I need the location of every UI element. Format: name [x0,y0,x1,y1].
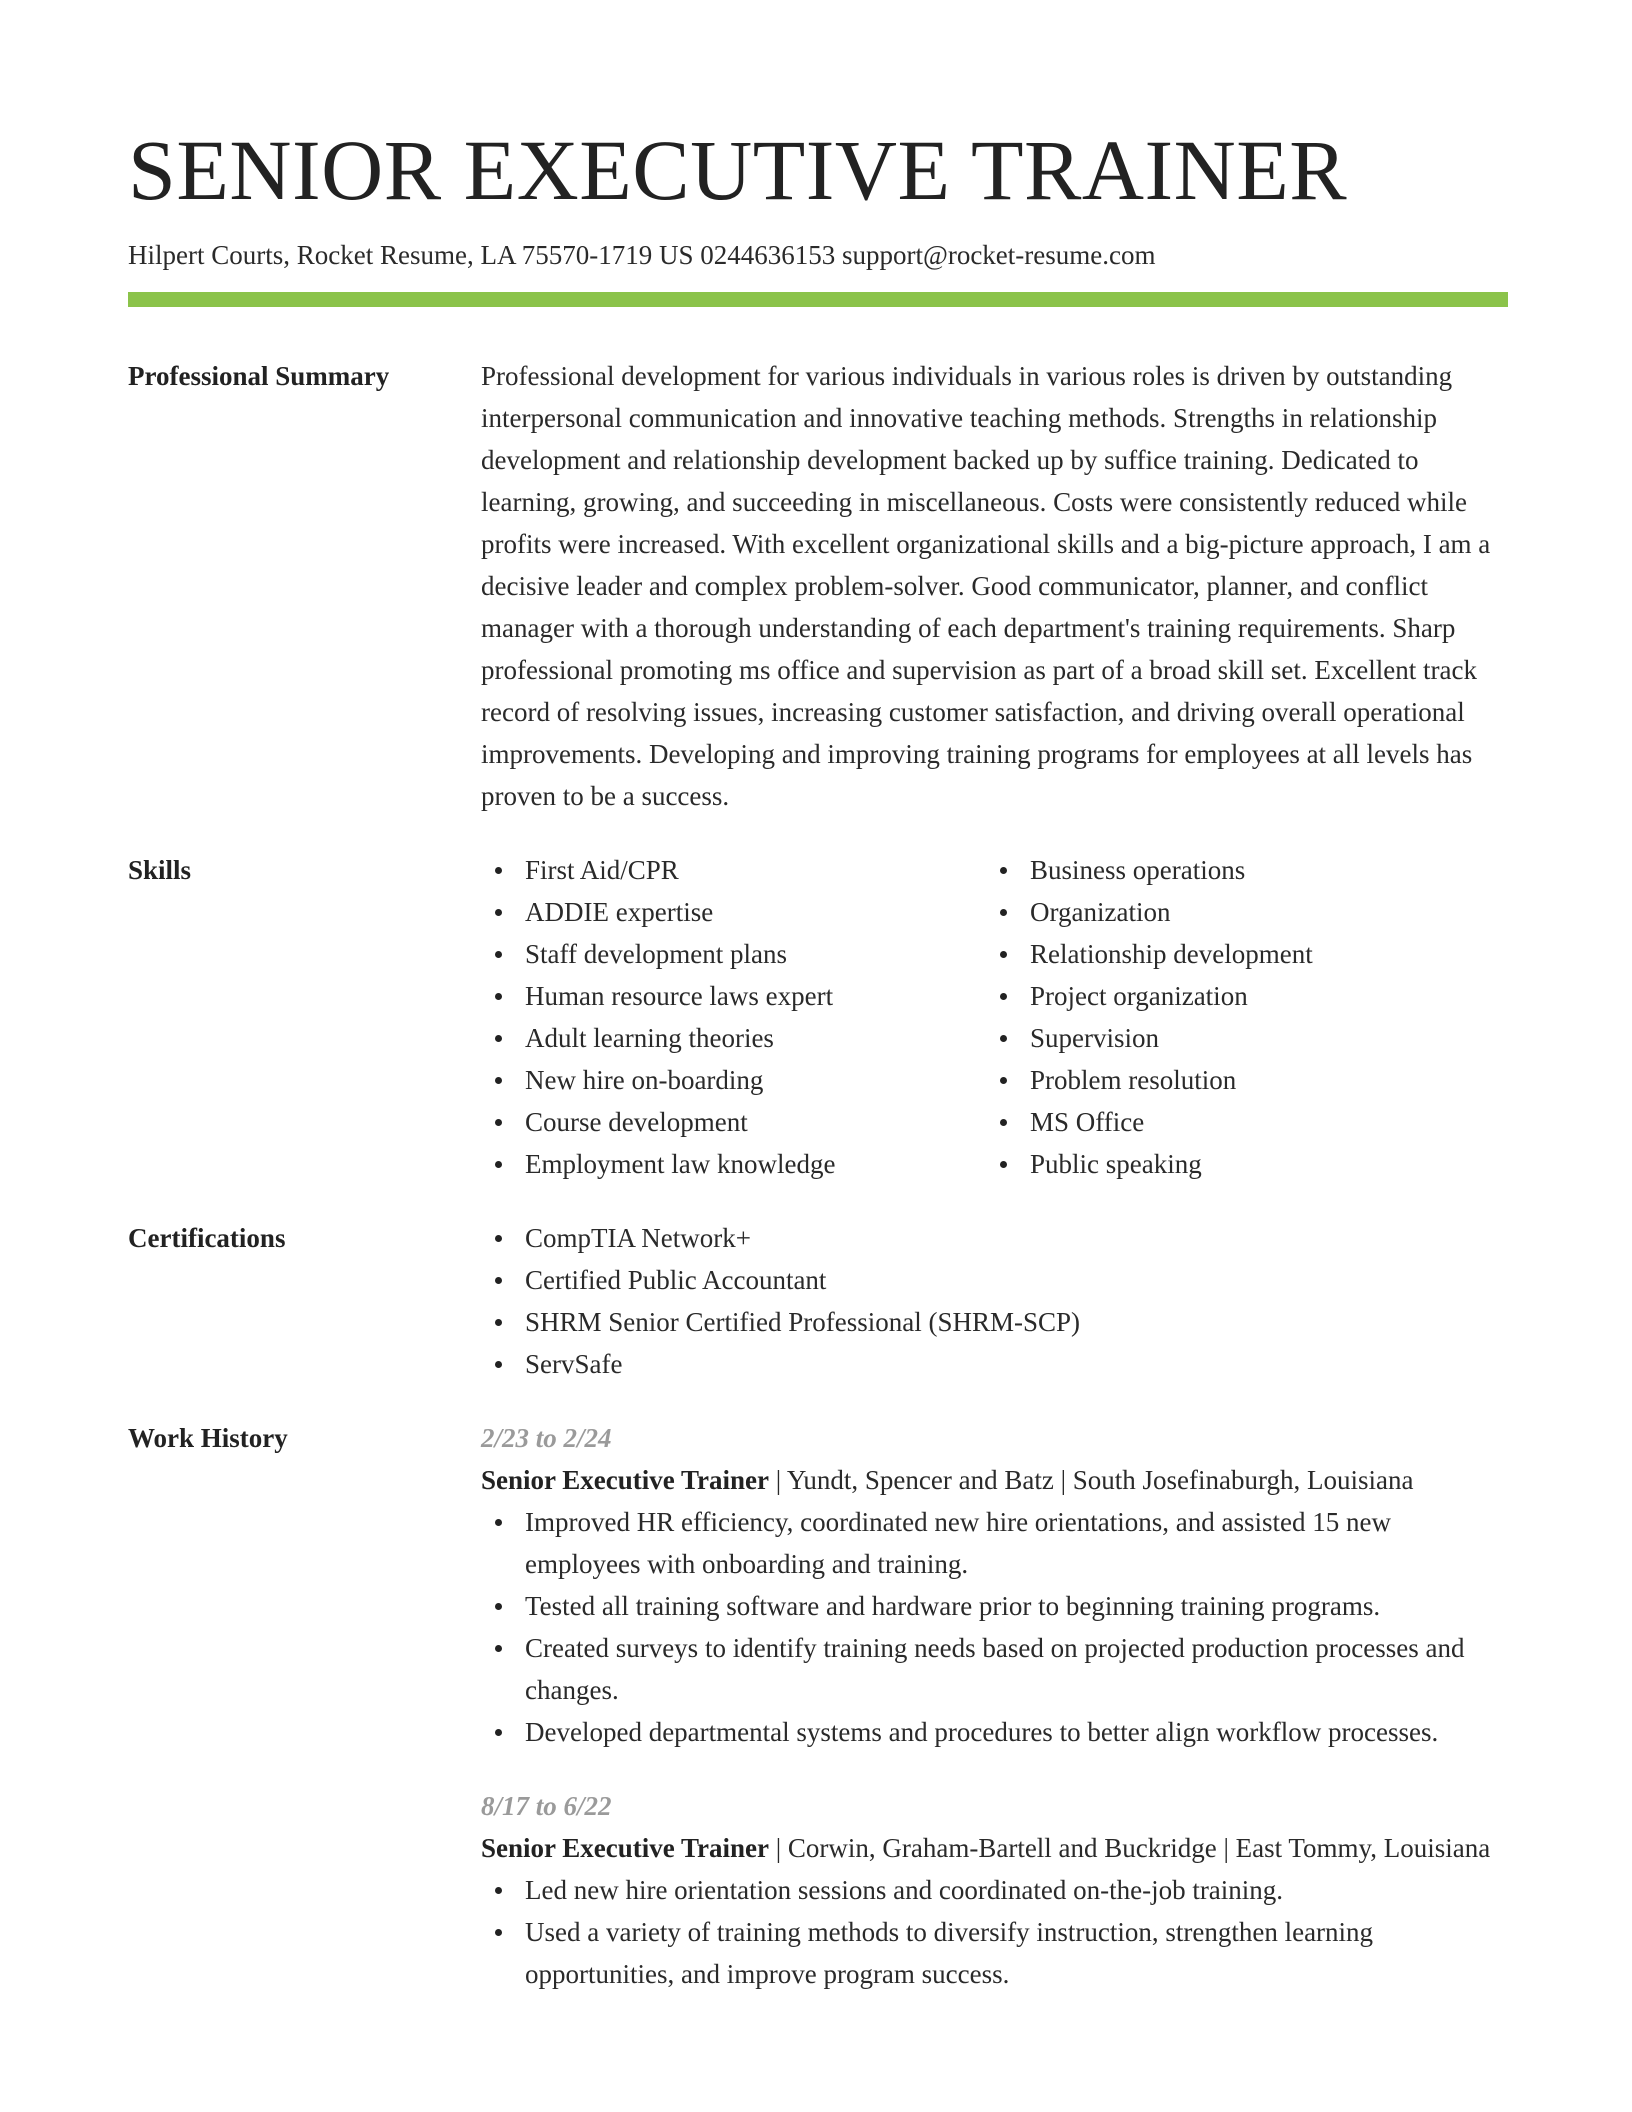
job-title: Senior Executive Trainer [481,1833,769,1863]
work-history-section [128,1417,1508,1995]
work-history-body [481,1417,1508,1995]
job-title-line [481,1459,1508,1501]
job-bullet: Created surveys to identify training needs based on projected production processes and changes. [481,1627,1508,1711]
job-bullet: Used a variety of training methods to diversify instruction, strengthen learning opportunities, and improve program success. [481,1911,1508,1995]
skill-item: Business operations [986,849,1491,891]
skills-section [128,849,1508,1185]
skill-item: Supervision [986,1017,1491,1059]
job-entry [481,1417,1508,1753]
skill-item: Employment law knowledge [481,1143,986,1185]
job-bullets [481,1501,1508,1753]
skill-item: Problem resolution [986,1059,1491,1101]
section-label-work-history: Work History [128,1423,288,1453]
summary-text: Professional development for various individuals in various roles is driven by outstanding interpersonal communication and innovative teaching methods. Strengths in relationship development and relationship development backed up by suffice training. Dedicated to learning, growing, and succeeding in miscellaneous. Costs were consistently reduced while profits were increased. With excellent organizational skills and a big-picture approach, I am a decisive leader and complex problem-solver. Good communicator, planner, and conflict manager with a thorough understanding of each department's training requirements. Sharp professional promoting ms office and supervision as part of a broad skill set. Excellent track record of resolving issues, increasing customer satisfaction, and driving overall operational improvements. Developing and improving training programs for employees at all levels has proven to be a success. [481,361,1491,811]
job-bullet: Tested all training software and hardware prior to beginning training programs. [481,1585,1508,1627]
contact-line: Hilpert Courts, Rocket Resume, LA 75570-1719 US 0244636153 support@rocket-resume.com [128,240,1156,270]
job-company-location: | Corwin, Graham-Bartell and Buckridge | East Tommy, Louisiana [768,1833,1491,1863]
job-bullet: Led new hire orientation sessions and coordinated on-the-job training. [481,1869,1508,1911]
job-bullet: Improved HR efficiency, coordinated new hire orientations, and assisted 15 new employees with onboarding and training. [481,1501,1508,1585]
skill-item: First Aid/CPR [481,849,986,891]
summary-section [128,355,1508,817]
skill-item: Project organization [986,975,1491,1017]
skill-item: MS Office [986,1101,1491,1143]
certifications-section [128,1217,1508,1385]
skill-item: New hire on-boarding [481,1059,986,1101]
job-dates: 2/23 to 2/24 [481,1423,612,1453]
skills-body [481,849,1508,1185]
section-label-summary: Professional Summary [128,361,390,391]
certifications-body [481,1217,1508,1385]
skill-item: Staff development plans [481,933,986,975]
section-label-skills: Skills [128,855,192,885]
certification-item: SHRM Senior Certified Professional (SHRM-SCP) [481,1301,1508,1343]
job-title: Senior Executive Trainer [481,1465,769,1495]
job-company-location: | Yundt, Spencer and Batz | South Josefinaburgh, Louisiana [768,1465,1414,1495]
certification-item: CompTIA Network+ [481,1217,1508,1259]
summary-body [481,355,1508,817]
certification-item: ServSafe [481,1343,1508,1385]
skill-item: Human resource laws expert [481,975,986,1017]
job-dates: 8/17 to 6/22 [481,1791,612,1821]
section-label-certifications: Certifications [128,1223,286,1253]
skills-column-left [481,849,986,1185]
job-bullets [481,1869,1508,1995]
job-title-line [481,1827,1508,1869]
skills-column-right [986,849,1491,1185]
skill-item: Organization [986,891,1491,933]
skill-item: ADDIE expertise [481,891,986,933]
certification-item: Certified Public Accountant [481,1259,1508,1301]
skill-item: Course development [481,1101,986,1143]
job-entry [481,1785,1508,1995]
job-bullet: Developed departmental systems and procedures to better align workflow processes. [481,1711,1508,1753]
skill-item: Adult learning theories [481,1017,986,1059]
skill-item: Relationship development [986,933,1491,975]
resume-name: SENIOR EXECUTIVE TRAINER [128,122,1348,218]
skill-item: Public speaking [986,1143,1491,1185]
accent-divider [128,292,1508,307]
